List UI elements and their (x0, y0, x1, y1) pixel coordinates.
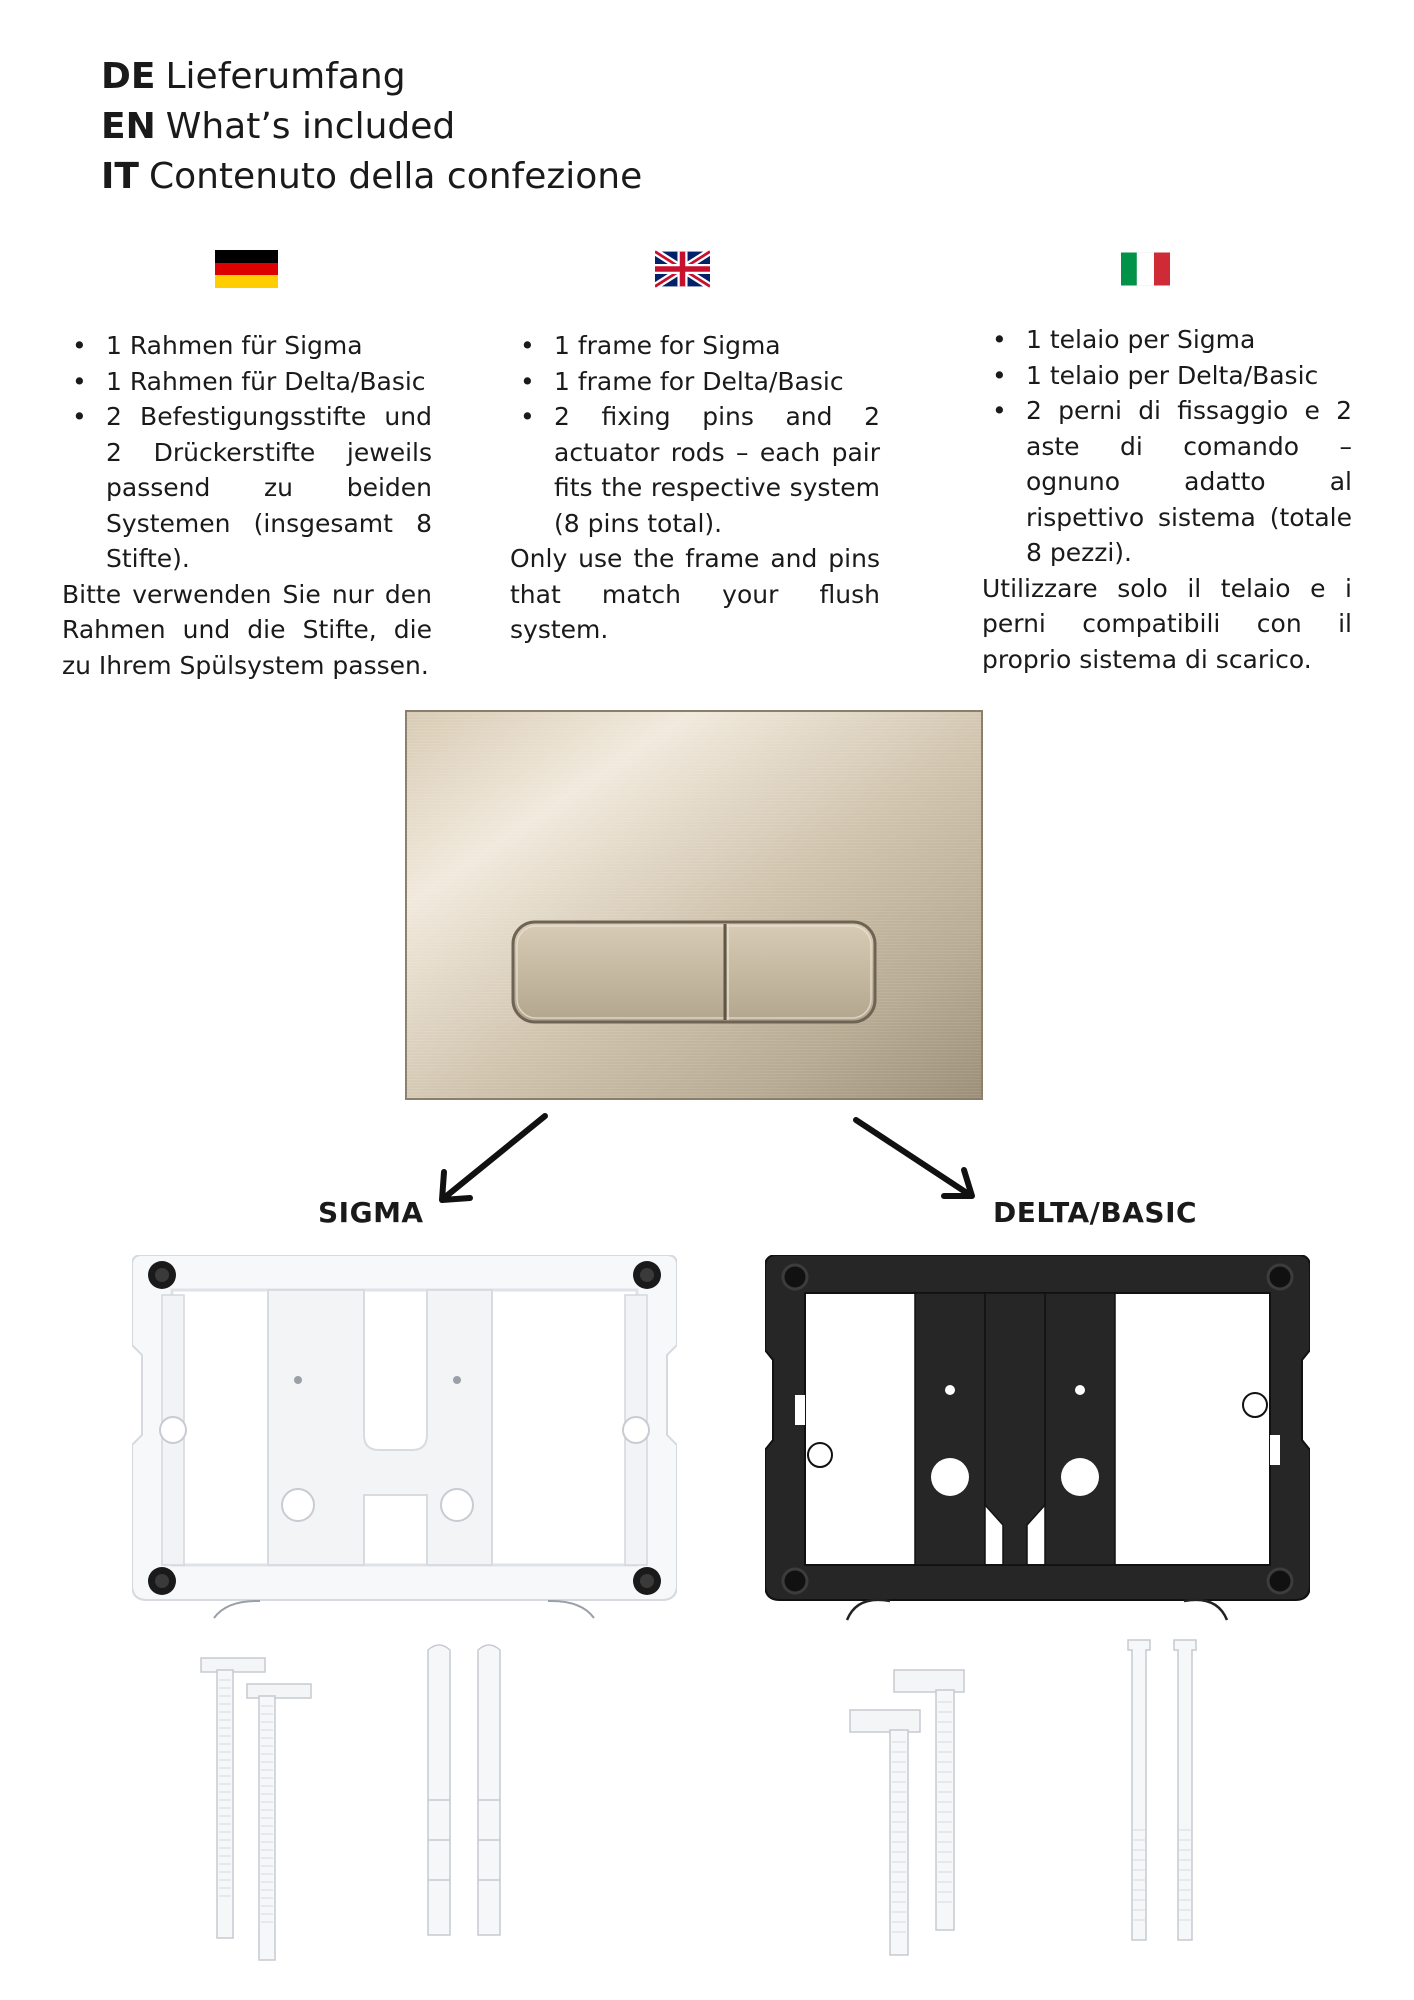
list-item: • 2 Befestigungsstifte und 2 Drückerstifte jeweils passend zu beiden Systemen (insgesamt 8 Stifte). (106, 399, 432, 577)
heading-en: EN What’s included (101, 106, 456, 147)
list-item: • 1 frame for Delta/Basic (554, 364, 880, 400)
sigma-frame-image (132, 1255, 677, 1625)
column-de (62, 328, 432, 683)
list-item: • 1 Rahmen für Sigma (106, 328, 432, 364)
arrow-down-left-icon (430, 1110, 550, 1210)
label-sigma: SIGMA (318, 1196, 424, 1229)
uk-flag-icon (655, 250, 710, 288)
list-item: • 1 telaio per Sigma (1026, 322, 1352, 358)
list-item: • 1 Rahmen für Delta/Basic (106, 364, 432, 400)
sigma-pins-image (195, 1640, 515, 1970)
list-item: • 1 frame for Sigma (554, 328, 880, 364)
list-item: • 2 perni di fissaggio e 2 aste di comando – ognuno adatto al rispettivo sistema (totale 8 pezzi). (1026, 393, 1352, 571)
note-en: Only use the frame and pins that match your flush system. (510, 544, 880, 644)
delta-basic-frame-image (765, 1255, 1310, 1625)
label-delta-basic: DELTA/BASIC (993, 1196, 1198, 1229)
column-en (510, 328, 880, 648)
arrow-down-right-icon (850, 1110, 980, 1205)
note-it: Utilizzare solo il telaio e i perni compatibili con il proprio sistema di scarico. (982, 573, 1352, 674)
page-heading (101, 52, 642, 202)
note-de: Bitte verwenden Sie nur den Rahmen und die Stifte, die zu Ihrem Spülsystem passen. (62, 579, 432, 680)
list-it (982, 322, 1352, 571)
list-en (510, 328, 880, 541)
flush-plate-image (405, 710, 983, 1100)
heading-it: IT Contenuto della confezione (101, 156, 643, 197)
list-de (62, 328, 432, 577)
column-it (982, 322, 1352, 677)
list-item: • 1 telaio per Delta/Basic (1026, 358, 1352, 394)
italy-flag-icon (1121, 250, 1170, 288)
list-item: • 2 fixing pins and 2 actuator rods – each pair fits the respective system (8 pins total). (554, 399, 880, 541)
germany-flag-icon (215, 250, 278, 288)
heading-de: DE Lieferumfang (101, 56, 406, 97)
delta-basic-pins-image (848, 1630, 1218, 1960)
